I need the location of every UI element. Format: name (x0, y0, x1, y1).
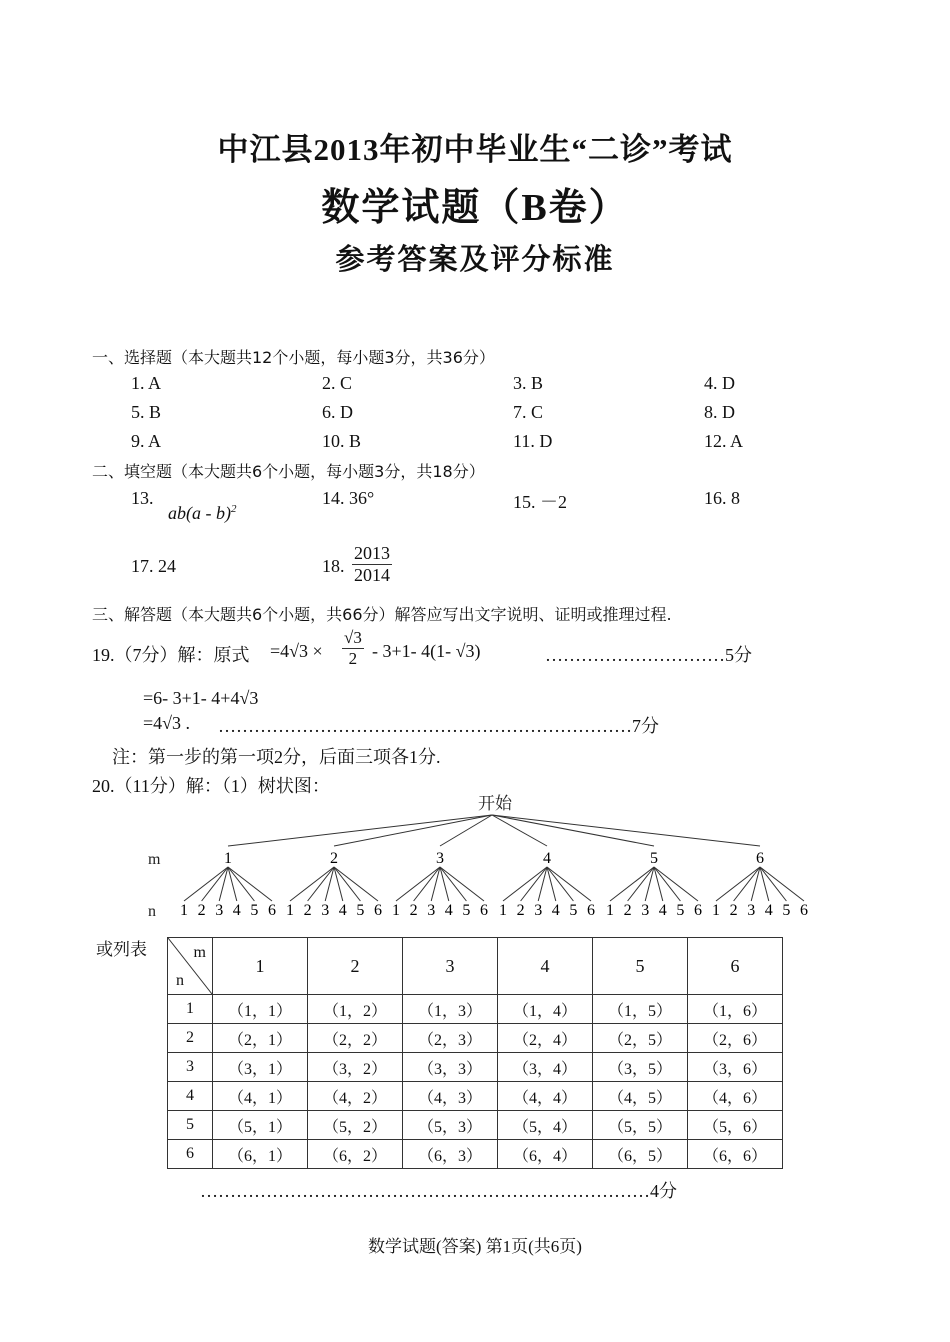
row-header: 5 (168, 1111, 213, 1140)
mc-answer: 4. D (704, 373, 735, 393)
tree-n-node: 1 (606, 902, 614, 919)
section2-heading: 二、填空题（本大题共6个小题，每小题3分，共18分） (92, 462, 485, 481)
tree-n-node: 4 (444, 902, 453, 919)
tree-m-node: 3 (436, 850, 444, 867)
mc-answer: 12. A (704, 431, 744, 451)
table-cell: （1，2） (308, 995, 403, 1024)
mc-answer: 8. D (704, 402, 735, 422)
table-cell: （4，4） (498, 1082, 593, 1111)
tree-n-node: 2 (303, 902, 312, 919)
tree-n-node: 2 (197, 902, 206, 919)
table-cell: （2，3） (403, 1024, 498, 1053)
tree-n-node: 1 (286, 902, 294, 919)
table-cell: （5，5） (593, 1111, 688, 1140)
tree-m-node: 6 (756, 850, 764, 867)
table-cell: （5，3） (403, 1111, 498, 1140)
table-corner-cell (168, 938, 213, 995)
table-cell: （4，1） (213, 1082, 308, 1111)
table-cell: （5，6） (688, 1111, 783, 1140)
q15-answer: 15. －2 (513, 492, 567, 512)
q19-step2: =6- 3+1- 4+4√3 (143, 688, 259, 708)
tree-n-node: 5 (569, 902, 578, 919)
q18-numerator: 2013 (354, 543, 390, 563)
table-cell: （3，3） (403, 1053, 498, 1082)
table-cell: （5，2） (308, 1111, 403, 1140)
tree-n-node: 5 (676, 902, 685, 919)
mc-answer: 10. B (322, 431, 362, 451)
row-header: 6 (168, 1140, 213, 1169)
q19-step3: =4√3 . (143, 713, 191, 733)
mc-answer: 1. A (131, 373, 162, 393)
page-footer: 数学试题(答案) 第1页(共6页) (368, 1237, 582, 1256)
tree-branch-line (492, 815, 547, 846)
subject-title: 数学试题（B卷） (321, 187, 629, 229)
table-cell: （4，3） (403, 1082, 498, 1111)
table-cell: （4，5） (593, 1082, 688, 1111)
q14-answer: 14. 36° (322, 488, 375, 508)
q19-fraction (342, 628, 364, 669)
table-cell: （1，5） (593, 995, 688, 1024)
q19-step1b: - 3+1- 4(1- √3) (372, 641, 481, 661)
exam-title: 中江县2013年初中毕业生“二诊”考试 (217, 132, 733, 167)
tree-diagram (0, 790, 950, 925)
q20-label: 20.（11分）解：（1）树状图： (92, 776, 330, 796)
col-header: 2 (308, 938, 403, 995)
col-header: 3 (403, 938, 498, 995)
q19-frac-num: √3 (344, 628, 362, 647)
tree-n-node: 2 (516, 902, 525, 919)
q16-answer: 16. 8 (704, 488, 740, 508)
col-header: 4 (498, 938, 593, 995)
col-header: 5 (593, 938, 688, 995)
corner-n: n (176, 972, 184, 989)
table-cell: （2，2） (308, 1024, 403, 1053)
tree-n-node: 4 (658, 902, 667, 919)
table-cell: （3，5） (593, 1053, 688, 1082)
row-header: 2 (168, 1024, 213, 1053)
tree-n-node: 6 (694, 902, 702, 919)
tree-n-node: 2 (729, 902, 738, 919)
mc-answer: 3. B (513, 373, 544, 393)
row-header: 4 (168, 1082, 213, 1111)
tree-branches (180, 815, 808, 919)
section1-heading: 一、选择题（本大题共12个小题，每小题3分，共36分） (92, 348, 495, 367)
tree-n-node: 5 (462, 902, 471, 919)
section3-heading: 三、解答题（本大题共6个小题，共66分）解答应写出文字说明、证明或推理过程. (92, 605, 672, 624)
answer-key-title: 参考答案及评分标准 (335, 244, 615, 276)
tree-n-node: 3 (641, 902, 650, 919)
q19-step1a: =4√3 × (270, 641, 323, 661)
table-row (168, 1140, 783, 1169)
table-cell: （4，2） (308, 1082, 403, 1111)
row-header: 1 (168, 995, 213, 1024)
tree-n-node: 3 (321, 902, 330, 919)
tree-m-node: 1 (224, 850, 232, 867)
table-cell: （6，4） (498, 1140, 593, 1169)
tree-m-node: 4 (543, 850, 551, 867)
tree-m-node: 2 (330, 850, 338, 867)
table-cell: （2，5） (593, 1024, 688, 1053)
table-cell: （6，2） (308, 1140, 403, 1169)
q18-label: 18. (322, 556, 345, 576)
table-score: …………………………………………………………………4分 (200, 1181, 677, 1201)
tree-n-node: 6 (800, 902, 808, 919)
q13-exponent: 2 (230, 503, 237, 515)
q13-label: 13. (131, 488, 154, 508)
table-cell: （4，6） (688, 1082, 783, 1111)
q13-answer (168, 503, 236, 524)
tree-m-label: m (148, 851, 161, 868)
tree-n-node: 3 (747, 902, 756, 919)
table-cell: （2，1） (213, 1024, 308, 1053)
table-row (168, 1053, 783, 1082)
tree-n-node: 6 (374, 902, 382, 919)
tree-n-node: 4 (764, 902, 773, 919)
q17-answer: 17. 24 (131, 556, 176, 576)
mc-answer: 7. C (513, 402, 544, 422)
table-cell: （5，1） (213, 1111, 308, 1140)
tree-n-node: 3 (215, 902, 224, 919)
table-row (168, 1111, 783, 1140)
tree-n-node: 6 (587, 902, 595, 919)
tree-n-node: 3 (534, 902, 543, 919)
table-prefix: 或列表 (96, 940, 147, 959)
q19-score1: …………………………5分 (545, 645, 752, 665)
table-cell: （3，6） (688, 1053, 783, 1082)
q19-label: 19.（7分）解：原式 (92, 645, 250, 665)
table-cell: （1，1） (213, 995, 308, 1024)
table-cell: （6，1） (213, 1140, 308, 1169)
mc-answer: 5. B (131, 402, 162, 422)
tree-n-node: 1 (180, 902, 188, 919)
tree-n-node: 1 (392, 902, 400, 919)
table-row (168, 995, 783, 1024)
tree-n-node: 4 (338, 902, 347, 919)
table-body (168, 995, 783, 1169)
tree-branch-line (492, 815, 760, 846)
tree-n-node: 5 (782, 902, 791, 919)
table-cell: （5，4） (498, 1111, 593, 1140)
q13-expression: ab(a - b) (168, 503, 231, 523)
table-cell: （2，4） (498, 1024, 593, 1053)
mc-answer: 9. A (131, 431, 162, 451)
tree-n-node: 2 (623, 902, 632, 919)
mc-answer: 2. C (322, 373, 353, 393)
table-cell: （3，4） (498, 1053, 593, 1082)
mc-answer: 6. D (322, 402, 353, 422)
q19-frac-den: 2 (348, 649, 358, 668)
table-cell: （1，3） (403, 995, 498, 1024)
q19-score2: ……………………………………………………………7分 (218, 716, 659, 736)
outcome-table (167, 937, 783, 1169)
table-cell: （3，1） (213, 1053, 308, 1082)
tree-root: 开始 (478, 794, 512, 814)
tree-n-node: 5 (356, 902, 365, 919)
tree-n-node: 1 (712, 902, 720, 919)
table-cell: （3，2） (308, 1053, 403, 1082)
corner-m: m (193, 944, 206, 961)
tree-n-node: 5 (250, 902, 259, 919)
row-header: 3 (168, 1053, 213, 1082)
table-cell: （2，6） (688, 1024, 783, 1053)
tree-n-node: 6 (268, 902, 276, 919)
q19-note: 注：第一步的第一项2分，后面三项各1分. (112, 747, 441, 767)
col-header: 1 (213, 938, 308, 995)
table-header-row (168, 938, 783, 995)
table-cell: （1，6） (688, 995, 783, 1024)
tree-n-label: n (148, 903, 156, 920)
tree-m-node: 5 (650, 850, 658, 867)
table-row (168, 1082, 783, 1111)
table-cell: （6，6） (688, 1140, 783, 1169)
table-cell: （6，5） (593, 1140, 688, 1169)
tree-n-node: 2 (409, 902, 418, 919)
table-cell: （6，3） (403, 1140, 498, 1169)
q18-fraction (352, 543, 392, 586)
mc-answer: 11. D (513, 431, 553, 451)
col-header: 6 (688, 938, 783, 995)
tree-n-node: 4 (551, 902, 560, 919)
tree-n-node: 4 (232, 902, 241, 919)
table-row (168, 1024, 783, 1053)
tree-n-node: 1 (499, 902, 507, 919)
table-cell: （1，4） (498, 995, 593, 1024)
tree-n-node: 6 (480, 902, 488, 919)
q18-denominator: 2014 (354, 565, 390, 585)
tree-n-node: 3 (427, 902, 436, 919)
